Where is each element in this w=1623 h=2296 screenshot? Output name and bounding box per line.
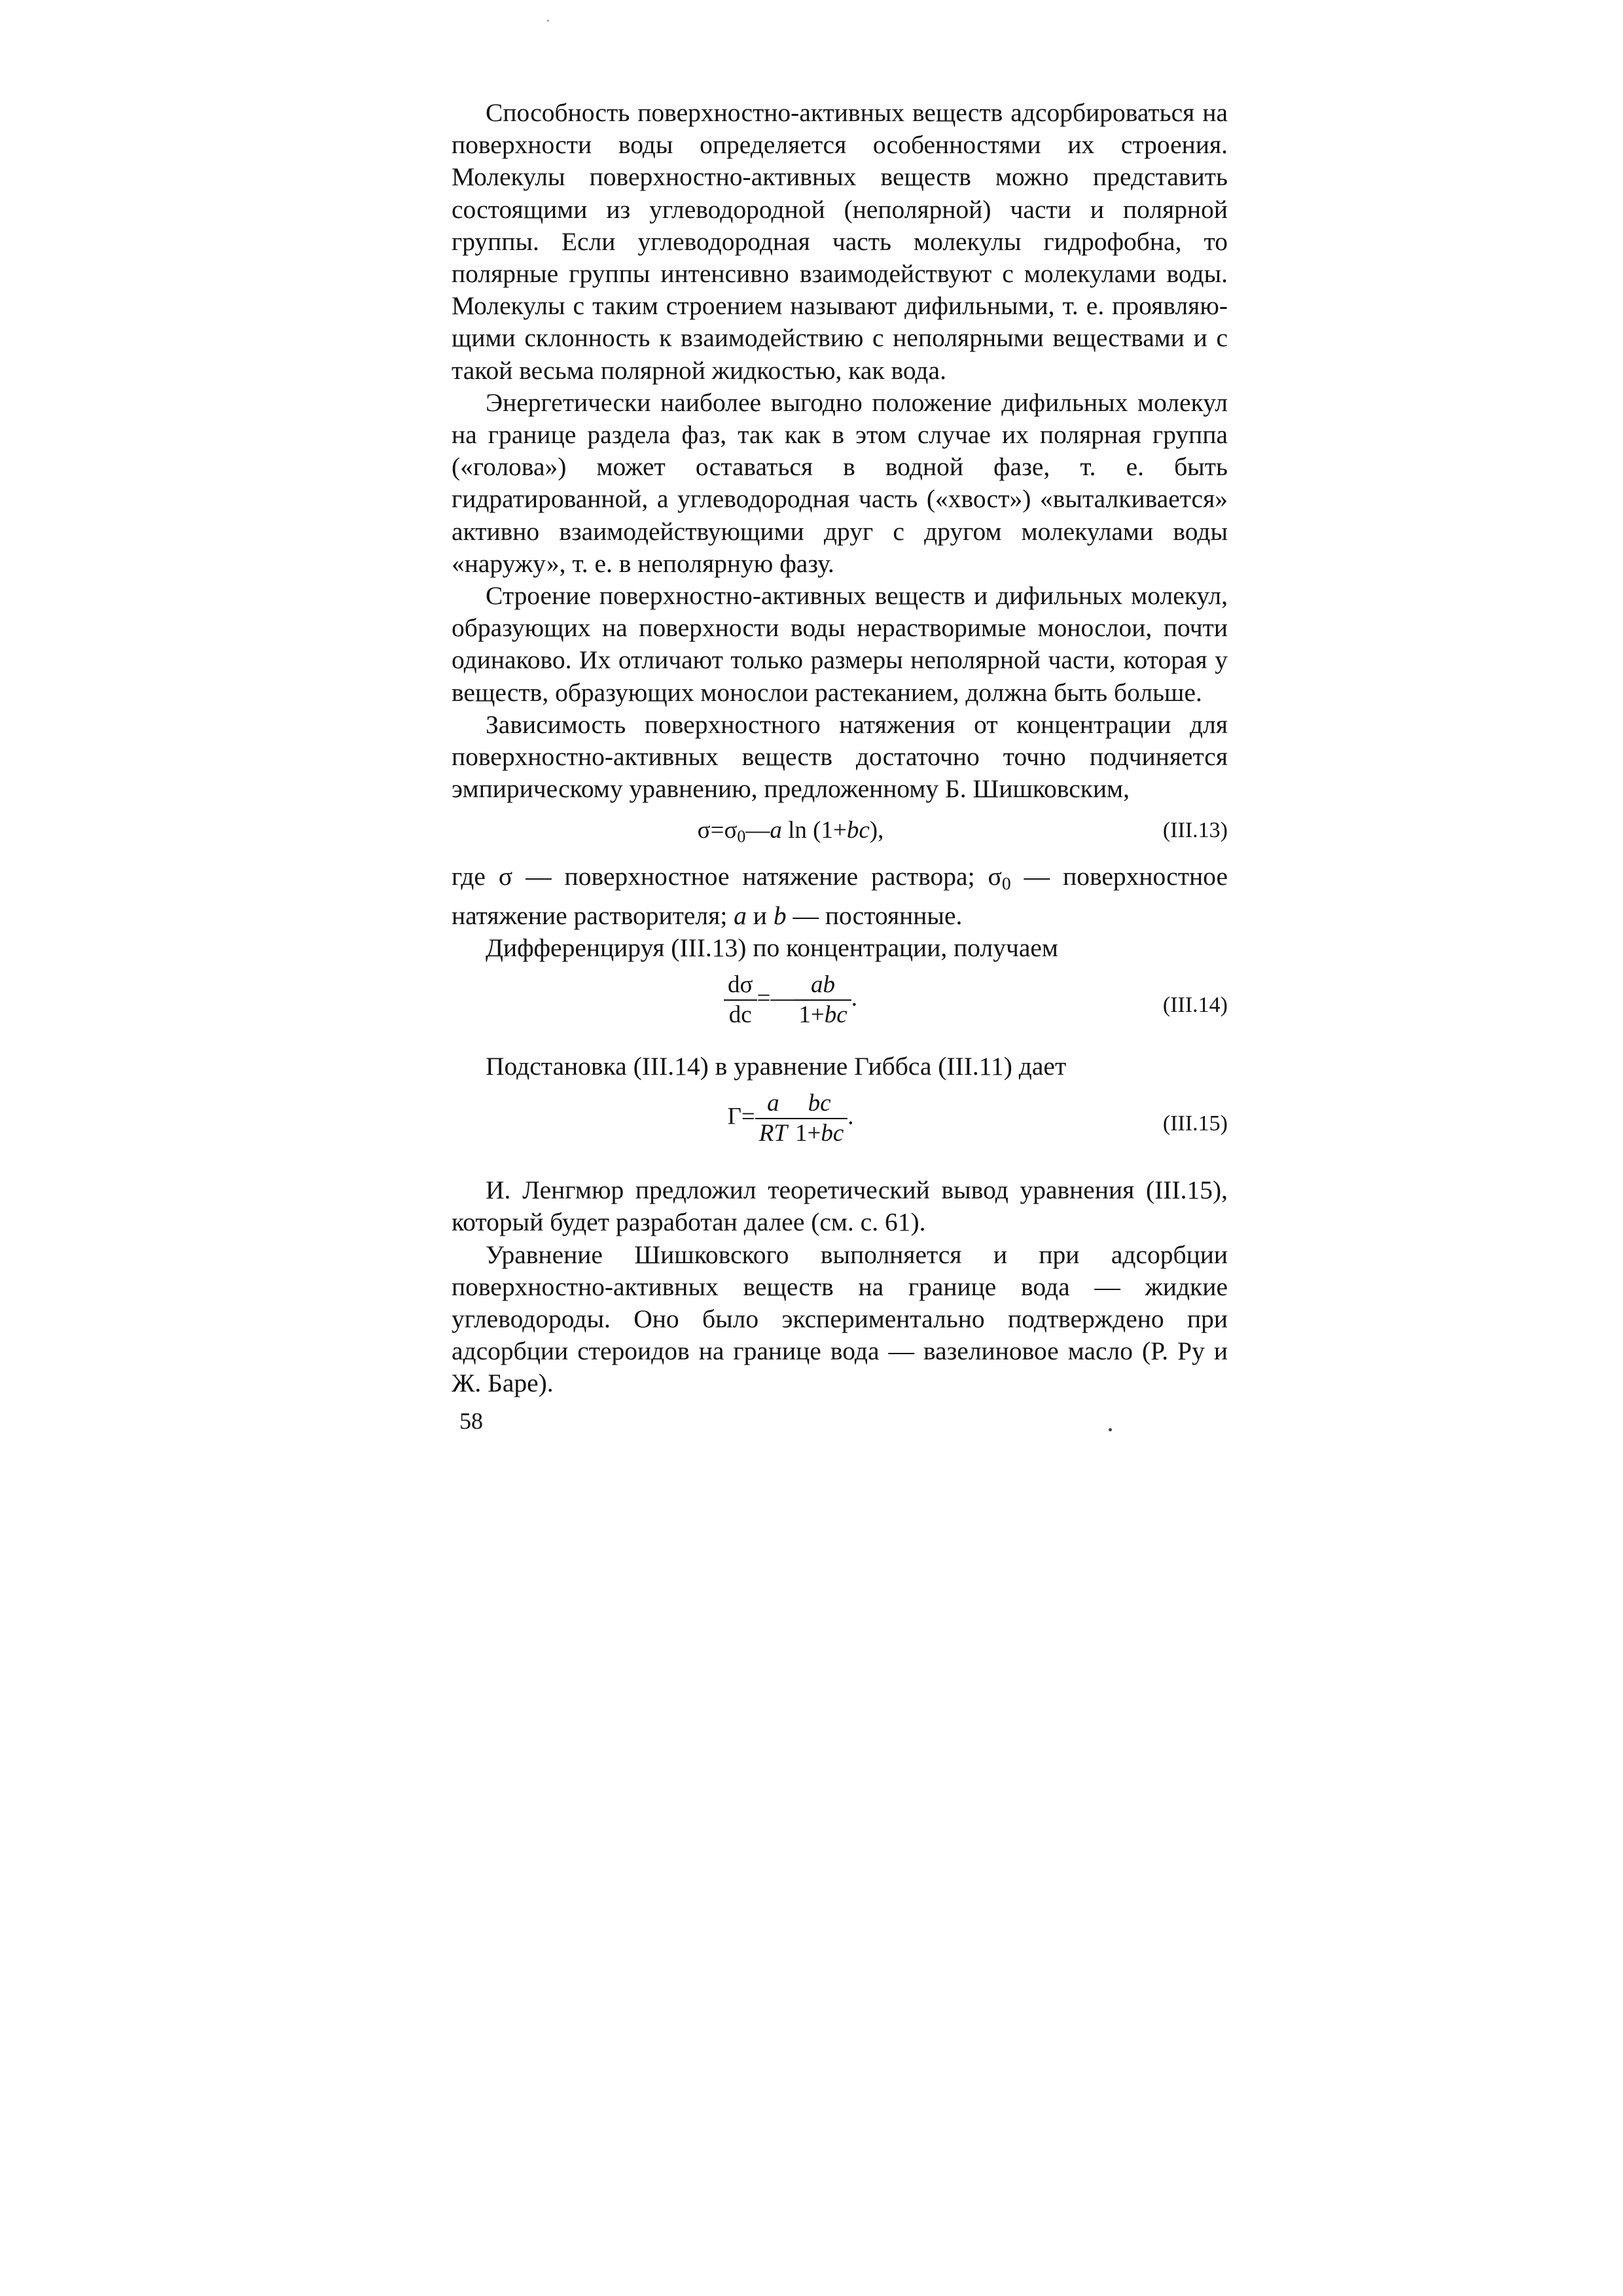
eq14-minus: — [770,984,795,1012]
eq14-right-fraction [794,971,851,1030]
p5-b: b [773,901,787,930]
eq13-minus: — [745,817,770,844]
eq14-right-numerator: ab [811,971,836,998]
p5-a: a [734,901,747,930]
eq14-left-numerator: dσ [728,971,753,998]
eq14-den-one: 1 [798,1001,811,1028]
equation-number-iii-14: (III.14) [1162,992,1228,1017]
eq15-second-denominator [791,1118,847,1148]
eq14-dot: . [851,984,857,1012]
print-speck [547,20,549,22]
eq13-ln: ln (1 [781,817,833,844]
equation-number-iii-13: (III.13) [1162,818,1228,843]
paragraph-4: Зависимость поверхностного натяжения от концентрации для поверхностно-активных веществ достаточно точно подчиняется эмпирическому уравнению, предложенному Б. Шишковским, [452,709,1228,804]
eq13-sigma: σ [724,817,738,844]
eq15-first-denominator: RT [755,1118,791,1148]
eq15-second-fraction [791,1089,847,1148]
eq14-equals: = [757,984,771,1012]
text-column [452,97,1228,1400]
equation-iii-13-body [452,814,1130,853]
p5-end: — постоянные. [786,901,963,930]
equation-iii-13 [452,814,1228,846]
eq13-close: ), [869,817,884,844]
paragraph-6: Дифференцируя (III.13) по концентрации, получаем [486,933,1058,962]
eq13-bc: bc [846,817,870,844]
eq13-a: a [770,817,782,844]
print-speck [1109,1428,1112,1431]
eq14-right-denominator [794,999,851,1030]
paragraph-2: Энергетически наиболее выгодно положение дифильных молекул на границе раздела фаз, так как в этом случае их полярная группа («голова») может оставаться в водной фазе, т. е. быть гидратированной, а углеводородная часть («хвост») «выталкивается» активно взаимодействующими друг с другом молекулами воды «наружу», т. е. в неполярную фазу. [452,387,1228,578]
p5-and: и [746,901,774,930]
equation-iii-14-body [452,971,1130,1030]
eq15-den-plus: + [807,1120,821,1147]
eq13-lhs: σ [697,817,711,844]
eq15-den-bc: bc [821,1120,844,1147]
eq14-left-denominator: dc [724,999,757,1030]
paragraph-8: И. Ленгмюр предложил теоретический вывод уравнения (III.15), который будет разработан далее (см. с. 61). [452,1175,1228,1237]
paragraph-7: Подстановка (III.14) в уравнение Гиббса (III.11) дает [486,1051,1067,1081]
eq14-left-fraction [724,971,757,1030]
eq15-second-numerator: bc [808,1090,831,1117]
eq13-sigma-sub: 0 [737,827,746,846]
eq15-equals: = [741,1103,755,1130]
equation-iii-14 [452,971,1228,1036]
paragraph-3: Строение поверхностно-активных веществ и дифильных молекул, образующих на поверхности воды нерастворимые монослои, почти одинаково. Их отличают только размеры неполярной части, которая у веществ, образующих монослои растеканием, должна быть больше. [452,581,1228,707]
p5-part-2: — поверхностное натяжение растворителя; [452,862,1228,930]
eq15-lhs: Γ [727,1103,741,1130]
eq13-plus: + [832,817,847,844]
eq14-den-bc: bc [824,1001,847,1028]
eq15-first-numerator: a [767,1090,779,1117]
equation-iii-15-body [452,1089,1130,1148]
equation-number-iii-15: (III.15) [1162,1111,1228,1136]
eq15-first-fraction [755,1089,791,1148]
paragraph-5 [452,861,1228,931]
p5-part-1: где σ — поверхностное натяжение раствора; σ [452,862,1002,891]
eq15-den-one: 1 [794,1120,808,1147]
page-number: 58 [459,1408,483,1434]
eq15-dot: . [847,1103,854,1130]
paragraph-1: Способность поверхностно-активных веществ адсорбироваться на поверхности воды определяется особенностями их строения. Молекулы поверхностно-активных веществ можно представить состоящими из углеводородной (неполярной) части и полярной группы. Если углеводородная часть молекулы гидрофобна, то полярные группы интенсивно взаимодействуют с молекулами воды. Молекулы с таким строением называют дифильными, т. е. проявляющими склонность к взаимодействию с неполярными веществами и с такой весьма полярной жидкостью, как вода. [452,98,1228,385]
eq13-equals: = [710,817,724,844]
paragraph-9: Уравнение Шишковского выполняется и при адсорбции поверхностно-активных веществ на границе вода — жидкие углеводороды. Оно было экспериментально подтверждено при адсорбции стероидов на границе вода — вазелиновое масло (Р. Ру и Ж. Баре). [452,1240,1228,1398]
p5-sigma0-sub: 0 [1001,873,1011,894]
eq14-den-plus: + [810,1001,825,1028]
equation-iii-15 [452,1089,1228,1155]
